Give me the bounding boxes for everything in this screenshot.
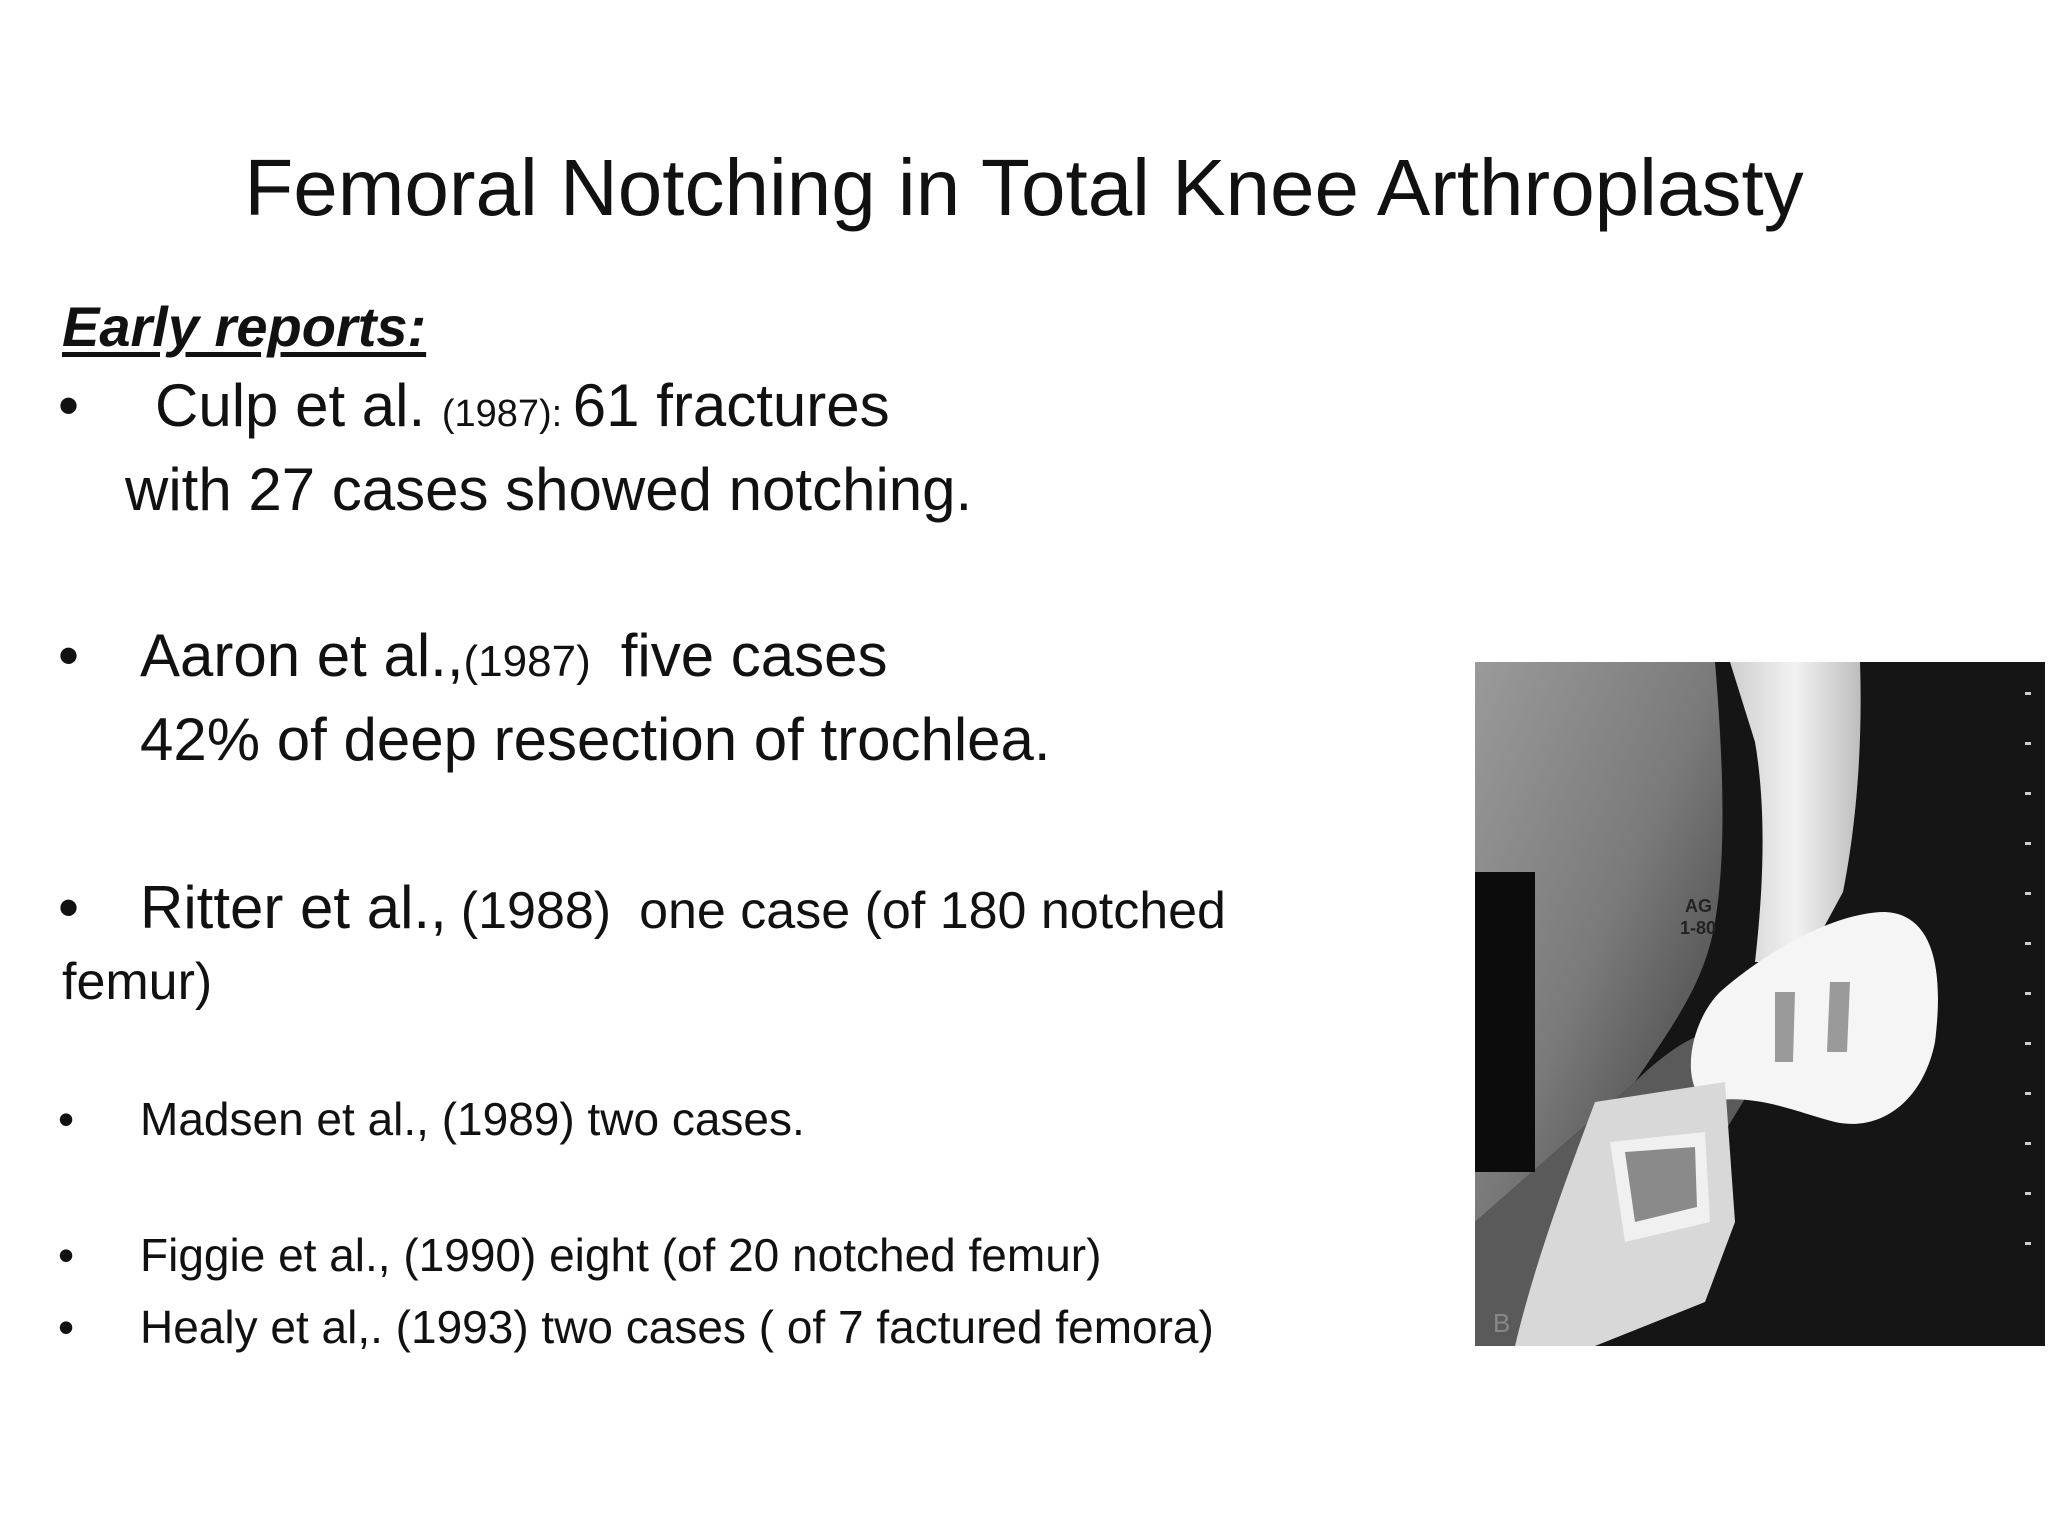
list-item-continuation: femur) [62, 953, 213, 1011]
list-item-continuation: 42% of deep resection of trochlea. [140, 706, 1051, 773]
list-item-continuation: with 27 cases showed notching. [125, 456, 973, 523]
list-item-text [140, 872, 1226, 944]
list-item-text: Healy et al,. (1993) two cases ( of 7 factured femora) [140, 1301, 1214, 1353]
author: Aaron et al., [140, 622, 464, 689]
bullet: • [58, 1301, 75, 1353]
xray-illustration [1475, 662, 2045, 1346]
bullet: • [58, 1093, 75, 1145]
knee-xray-image [1475, 662, 2045, 1346]
author: Culp et al. [155, 372, 442, 439]
author: Ritter et al., [140, 874, 447, 941]
list-item-text: Figgie et al., (1990) eight (of 20 notched femur) [140, 1229, 1102, 1281]
year: (1987) [463, 637, 591, 686]
list-item-text [140, 620, 888, 698]
bullet: • [58, 1229, 75, 1281]
bullet: • [58, 372, 80, 439]
year: (1988) [460, 882, 612, 940]
detail: five cases [620, 622, 888, 689]
bullet: • [58, 874, 80, 941]
early-reports-heading: Early reports: [62, 295, 427, 358]
xray-marker-line1: AG [1685, 896, 1712, 916]
bullet: • [58, 622, 80, 689]
xray-marker-line2: 1-80 [1680, 918, 1717, 938]
detail: 61 fractures [572, 372, 890, 439]
list-item-text: Madsen et al., (1989) two cases. [140, 1093, 805, 1145]
list-item-text [155, 370, 890, 450]
year: (1987): [441, 393, 573, 435]
film-marker-band [1475, 872, 1535, 1172]
panel-letter: B [1493, 1308, 1511, 1338]
slide-title: Femoral Notching in Total Knee Arthroplasty [244, 143, 1804, 232]
detail: one case (of 180 notched [639, 882, 1226, 940]
